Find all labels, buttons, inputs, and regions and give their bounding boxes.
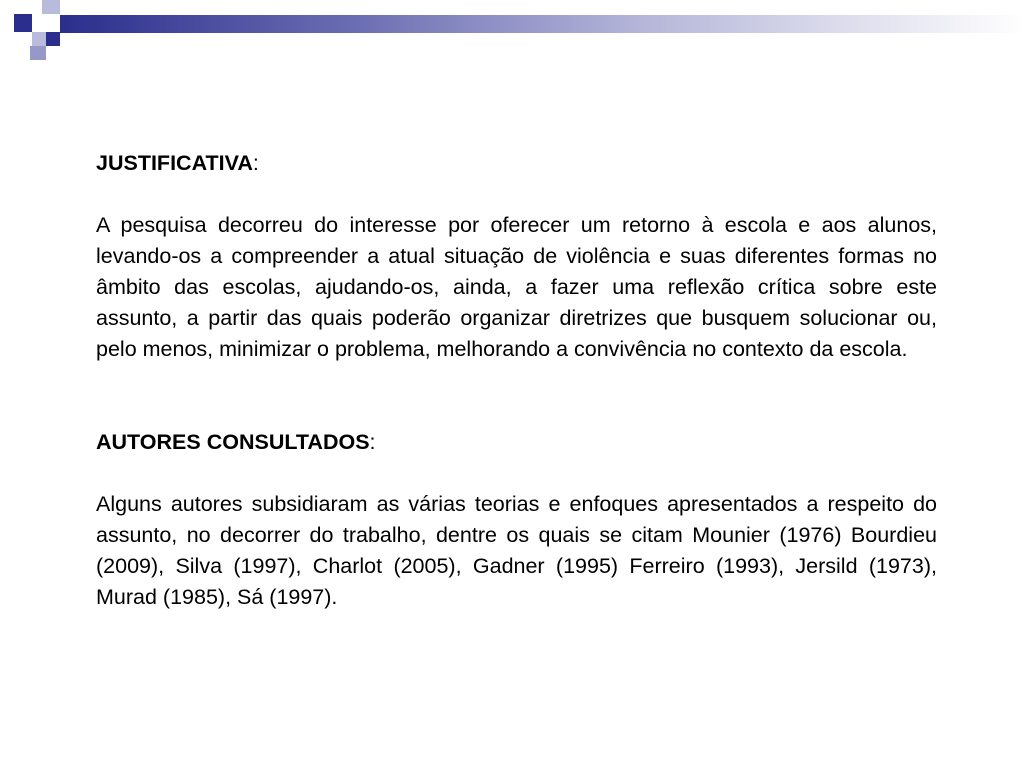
header-square xyxy=(42,0,60,14)
header-square xyxy=(46,32,60,46)
autores-paragraph: Alguns autores subsidiaram as várias teorias e enfoques apresentados a respeito do assunto, no decorrer do trabalho, dentre os quais se citam Mounier (1976) Bourdieu (2009), Silva (1997), Charlot (2005), Gadner (1995) Ferreiro (1993), Jersild (1973), Murad (1985), Sá (1997). xyxy=(96,492,937,609)
header-square xyxy=(14,14,32,32)
autores-colon: : xyxy=(369,430,376,454)
autores-title: AUTORES CONSULTADOS xyxy=(96,430,370,454)
justificativa-paragraph: A pesquisa decorreu do interesse por oferecer um retorno à escola e aos alunos, levando-os a compreender a atual situação de violência e suas diferentes formas no âmbito das escolas, ajudando-os, ainda, a fazer uma reflexão crítica sobre este assunto, a partir das quais poderão organizar diretrizes que busquem solucionar ou, pelo menos, minimizar o problema, melhorando a convivência no contexto da escola. xyxy=(96,213,937,361)
justificativa-title: JUSTIFICATIVA xyxy=(96,151,253,175)
header-square xyxy=(0,32,14,46)
header-gradient-bar xyxy=(60,15,1024,33)
header-square xyxy=(30,46,46,60)
justificativa-heading xyxy=(96,148,937,179)
header-square xyxy=(60,0,76,14)
slide-content xyxy=(96,148,937,613)
autores-heading xyxy=(96,427,937,458)
justificativa-colon: : xyxy=(252,151,259,175)
header-square xyxy=(32,32,46,46)
